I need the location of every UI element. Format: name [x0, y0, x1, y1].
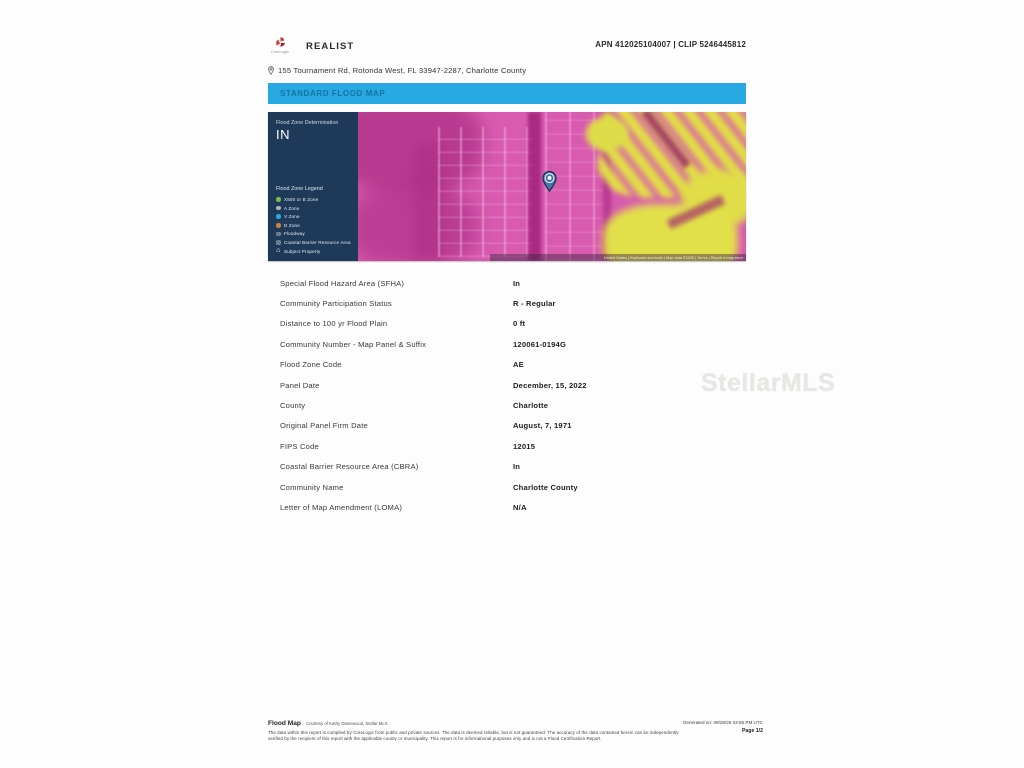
footer-right [683, 720, 763, 743]
row-value: 0 ft [513, 319, 526, 329]
row-value: Charlotte County [513, 482, 578, 492]
section-banner [268, 83, 746, 104]
legend-title: Flood Zone Legend [276, 186, 323, 192]
table-row [268, 457, 746, 477]
property-address-line [268, 66, 746, 75]
legend-item-label: V Zone [284, 214, 300, 220]
row-value: December, 15, 2022 [513, 380, 587, 390]
legend-item [276, 249, 358, 254]
row-label: County [280, 401, 306, 411]
legend-item-label: Floodway [284, 231, 305, 237]
footer-courtesy-text: Courtesy of Kathy Damewood, Stellar MLS [305, 721, 388, 726]
row-label: Community Number - Map Panel & Suffix [280, 339, 427, 349]
row-label: Community Name [280, 482, 344, 492]
legend-swatch-icon [276, 232, 281, 237]
location-pin-icon [268, 66, 274, 75]
row-label: FIPS Code [280, 441, 319, 451]
legend-swatch-icon [276, 197, 281, 202]
flood-report-page [268, 36, 746, 518]
legend-item-label: A Zone [284, 205, 300, 211]
row-value: 12015 [513, 441, 536, 451]
report-footer [268, 720, 763, 743]
brand-block [268, 36, 354, 54]
legend-item-label: Subject Property [284, 248, 321, 254]
row-value: In [513, 278, 521, 288]
map-road [528, 112, 541, 261]
row-value: N/A [513, 502, 527, 512]
row-label: Flood Zone Code [280, 360, 342, 370]
legend-item-label: X500 or B Zone [284, 197, 319, 202]
legend-item-label: Coastal Barrier Resource Area [284, 239, 351, 245]
footer-left [268, 720, 683, 743]
row-label: Original Panel Firm Date [280, 421, 368, 431]
legend-item [276, 231, 358, 236]
map-street-grid [438, 127, 533, 257]
legend-items [276, 197, 358, 254]
row-value: 120061-0194G [513, 339, 567, 349]
table-row [268, 416, 746, 436]
footer-section-title: Flood Map [268, 720, 301, 727]
realist-brand-name: REALIST [306, 40, 355, 52]
row-value: R - Regular [513, 299, 556, 309]
table-row [268, 293, 746, 313]
row-value: August, 7, 1971 [513, 421, 572, 431]
flood-map-canvas[interactable] [358, 112, 746, 261]
determination-value: IN [276, 127, 290, 142]
table-row [268, 355, 746, 375]
legend-swatch-icon [276, 240, 281, 245]
legend-swatch-icon [276, 214, 281, 219]
table-row [268, 436, 746, 456]
property-address: 155 Tournament Rd, Rotonda West, FL 33947-2287, Charlotte County [278, 66, 527, 75]
table-row [268, 334, 746, 354]
section-title: STANDARD FLOOD MAP [280, 89, 386, 98]
report-header [268, 36, 746, 60]
flood-data-table [268, 273, 746, 518]
generated-timestamp: Generated on: 09/28/25 03:55 PM UTC [682, 720, 763, 725]
row-label: Coastal Barrier Resource Area (CBRA) [280, 462, 419, 472]
legend-item [276, 214, 358, 219]
row-label: Panel Date [280, 380, 320, 390]
row-label: Letter of Map Amendment (LOMA) [280, 502, 403, 512]
corelogic-logo [268, 36, 292, 54]
row-label: Special Flood Hazard Area (SFHA) [280, 278, 405, 288]
table-row [268, 314, 746, 334]
flood-map-section [268, 112, 746, 261]
corelogic-logo-icon [274, 36, 287, 49]
row-label: Distance to 100 yr Flood Plain [280, 319, 388, 329]
legend-swatch-icon: ⌂ [276, 247, 281, 255]
table-row [268, 395, 746, 415]
legend-swatch-icon [276, 206, 281, 211]
row-value: Charlotte [513, 401, 549, 411]
determination-label: Flood Zone Determination [276, 120, 339, 126]
row-value: AE [513, 360, 524, 370]
legend-item-label: D Zone [284, 222, 300, 228]
subject-property-pin [542, 171, 557, 192]
row-value: In [513, 462, 521, 472]
legend-item [276, 240, 358, 245]
legend-item [276, 223, 358, 228]
apn-clip-text: APN 412025104007 | CLIP 5246445812 [595, 40, 746, 49]
map-attribution-bar [490, 254, 746, 261]
map-attribution-text: United States | Keyboard shortcuts | Map data ©2025 | Terms | Report a map error [604, 255, 743, 260]
table-row [268, 497, 746, 517]
legend-item [276, 206, 358, 211]
table-row [268, 273, 746, 293]
legend-swatch-icon [276, 223, 281, 228]
legend-item [276, 197, 358, 202]
footer-disclaimer: The data within this report is compiled by CoreLogic from public and private sources. The data is deemed reliable, but is not guaranteed. The accuracy of the data contained herein can be independently verified by the recipient of this report with the applicable county or municipality. This report is for informational purposes only and is not a Flood Certification Report. [268, 729, 679, 742]
table-row [268, 477, 746, 497]
map-x500-zone-area [586, 118, 628, 150]
map-x500-zone-area [603, 204, 738, 261]
row-label: Community Participation Status [280, 299, 392, 309]
table-row [268, 375, 746, 395]
stellar-mls-watermark: StellarMLS [701, 369, 836, 397]
corelogic-logo-text: CoreLogic [270, 50, 290, 54]
page-indicator: Page 1/2 [741, 728, 763, 734]
flood-zone-legend-panel [268, 112, 358, 261]
